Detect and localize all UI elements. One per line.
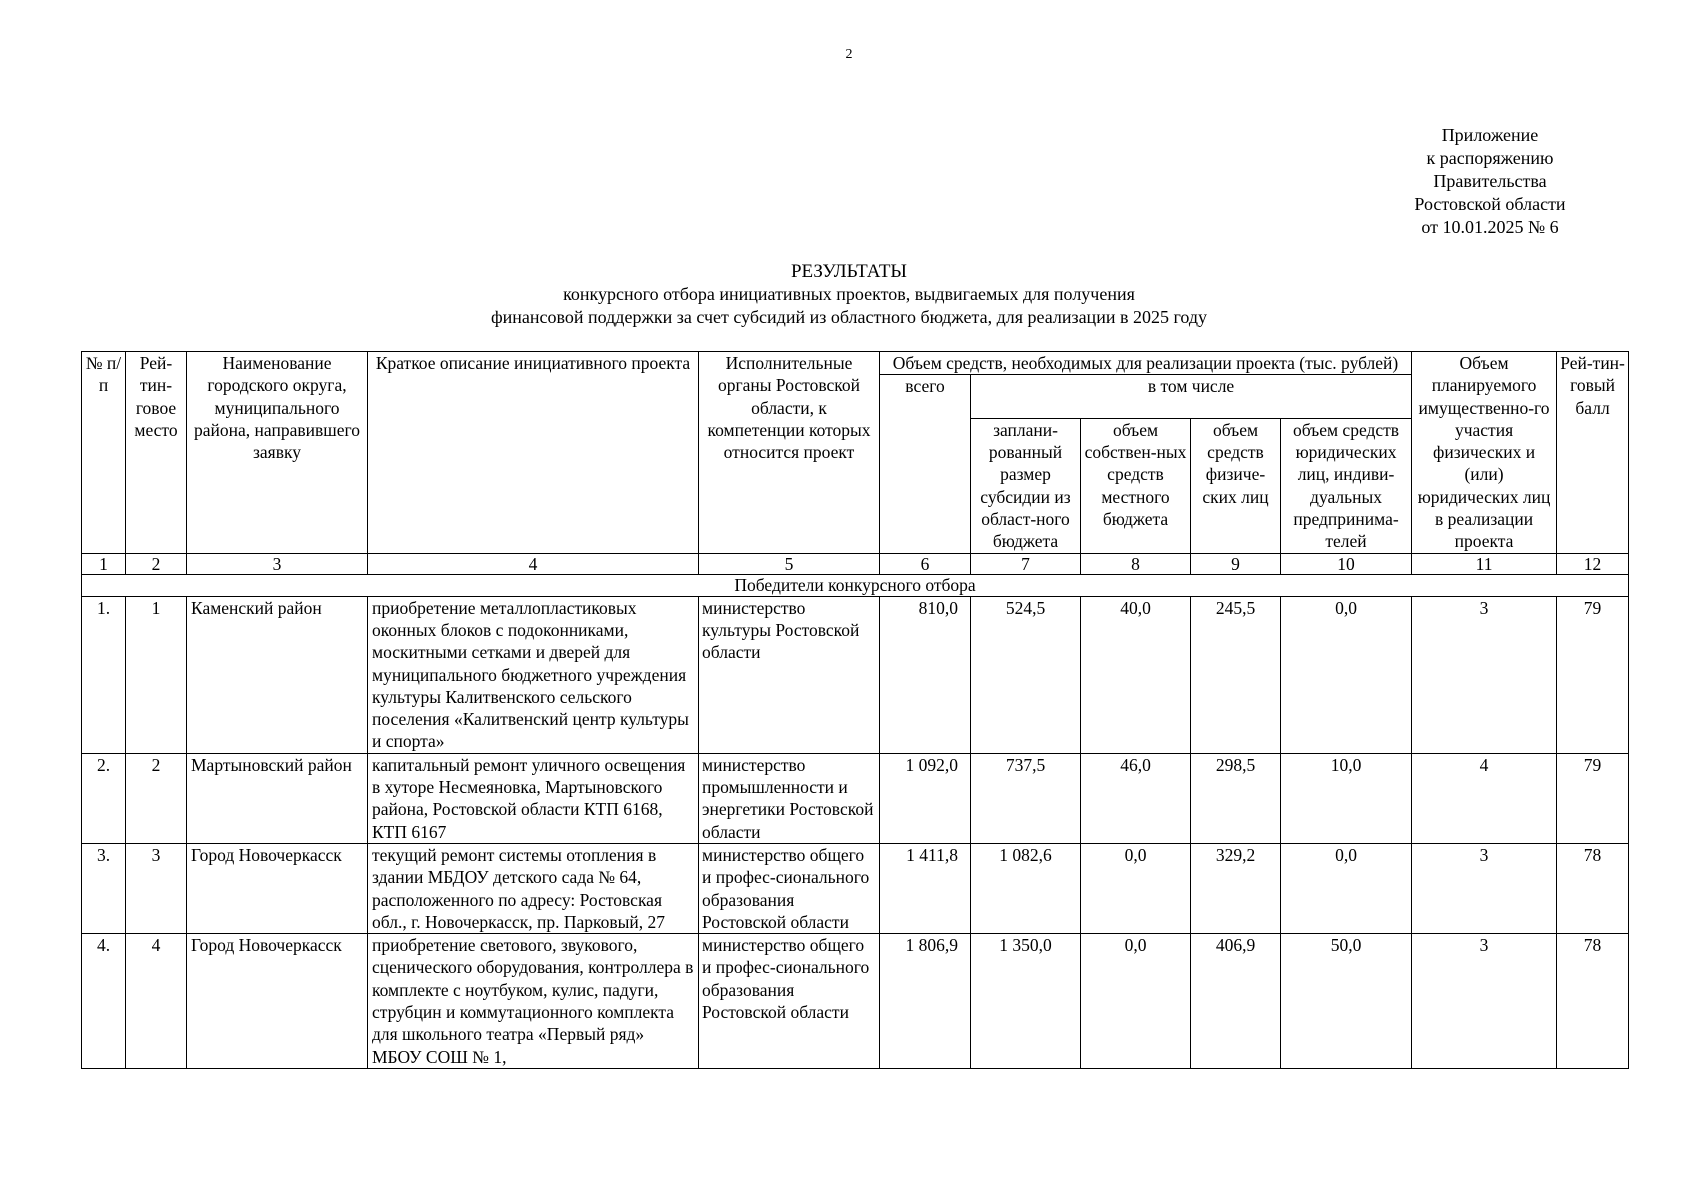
row-description: приобретение светового, звукового, сценического оборудования, контроллера в комплекте с ноутбуком, кулис, падуги, струбцин и коммутационного комплекта для школьного театра «Первый ряд» МБОУ СОШ № 1, (368, 934, 699, 1069)
row-property: 4 (1412, 753, 1557, 843)
section-row (82, 574, 1629, 596)
row-property: 3 (1412, 934, 1557, 1069)
header-individuals: объем средств физиче-ских лиц (1191, 418, 1281, 553)
row-individuals: 329,2 (1191, 843, 1281, 933)
table-row (82, 934, 1629, 1069)
row-local-budget: 40,0 (1081, 596, 1191, 753)
header-total: всего (880, 375, 971, 553)
column-number: 9 (1191, 553, 1281, 574)
title-main: РЕЗУЛЬТАТЫ (790, 261, 907, 282)
row-individuals: 245,5 (1191, 596, 1281, 753)
row-subsidy: 1 350,0 (971, 934, 1081, 1069)
row-score: 79 (1557, 596, 1629, 753)
row-total: 1 806,9 (880, 934, 971, 1069)
row-region: Мартыновский район (187, 753, 368, 843)
row-local-budget: 0,0 (1081, 934, 1191, 1069)
row-subsidy: 737,5 (971, 753, 1081, 843)
column-number: 5 (699, 553, 880, 574)
row-rank: 4 (126, 934, 187, 1069)
row-number: 3. (82, 843, 126, 933)
column-number: 1 (82, 553, 126, 574)
row-executor: министерство промышленности и энергетики Ростовской области (699, 753, 880, 843)
row-property: 3 (1412, 843, 1557, 933)
row-legal-entities: 0,0 (1281, 596, 1412, 753)
appendix-line: от 10.01.2025 № 6 (1421, 217, 1559, 237)
column-number: 8 (1081, 553, 1191, 574)
column-number: 2 (126, 553, 187, 574)
row-executor: министерство культуры Ростовской области (699, 596, 880, 753)
header-subsidy: заплани-рованный размер субсидии из област-ного бюджета (971, 418, 1081, 553)
column-number: 11 (1412, 553, 1557, 574)
header-row (82, 352, 1629, 375)
row-executor: министерство общего и профес-сионального образования Ростовской области (699, 843, 880, 933)
row-individuals: 298,5 (1191, 753, 1281, 843)
row-individuals: 406,9 (1191, 934, 1281, 1069)
row-subsidy: 1 082,6 (971, 843, 1081, 933)
row-legal-entities: 10,0 (1281, 753, 1412, 843)
row-description: текущий ремонт системы отопления в здании МБДОУ детского сада № 64, расположенного по адресу: Ростовская обл., г. Новочеркасск, пр. Парковый, 27 (368, 843, 699, 933)
header-legal-entities: объем средств юридических лиц, индиви-дуальных предпринима-телей (1281, 418, 1412, 553)
row-region: Город Новочеркасск (187, 843, 368, 933)
header-number: № п/п (82, 352, 126, 554)
row-property: 3 (1412, 596, 1557, 753)
row-region: Каменский район (187, 596, 368, 753)
appendix-line: Приложение (1441, 125, 1539, 145)
title-subtitle-line: конкурсного отбора инициативных проектов, выдвигаемых для получения (563, 284, 1135, 304)
column-number: 6 (880, 553, 971, 574)
column-number: 12 (1557, 553, 1629, 574)
row-score: 78 (1557, 934, 1629, 1069)
header-funds-group: Объем средств, необходимых для реализации проекта (тыс. рублей) (880, 352, 1412, 375)
row-total: 1 092,0 (880, 753, 971, 843)
header-rank-place: Рей-тин-говое место (126, 352, 187, 554)
appendix-line: к распоряжению (1426, 148, 1554, 168)
header-region: Наименование городского округа, муниципального района, направившего заявку (187, 352, 368, 554)
header-local-budget: объем собствен-ных средств местного бюджета (1081, 418, 1191, 553)
table-row (82, 843, 1629, 933)
column-number: 10 (1281, 553, 1412, 574)
row-local-budget: 0,0 (1081, 843, 1191, 933)
header-property: Объем планируемого имущественно-го участия физических и (или) юридических лиц в реализации проекта (1412, 352, 1557, 554)
row-score: 79 (1557, 753, 1629, 843)
row-executor: министерство общего и профес-сионального образования Ростовской области (699, 934, 880, 1069)
appendix-line: Правительства (1433, 171, 1547, 191)
row-total: 1 411,8 (880, 843, 971, 933)
header-including: в том числе (971, 375, 1412, 419)
results-table (81, 351, 1629, 1069)
document-title (0, 261, 1698, 329)
appendix-line: Ростовской области (1414, 194, 1566, 214)
row-description: приобретение металлопластиковых оконных блоков с подоконниками, москитными сетками и дверей для муниципального бюджетного учреждения культуры Калитвенского сельского поселения «Калитвенский центр культуры и спорта» (368, 596, 699, 753)
row-description: капитальный ремонт уличного освещения в хуторе Несмеяновка, Мартыновского района, Ростовской области КТП 6168, КТП 6167 (368, 753, 699, 843)
header-executor: Исполнительные органы Ростовской области, к компетенции которых относится проект (699, 352, 880, 554)
row-total: 810,0 (880, 596, 971, 753)
row-local-budget: 46,0 (1081, 753, 1191, 843)
row-number: 4. (82, 934, 126, 1069)
column-number: 3 (187, 553, 368, 574)
row-rank: 1 (126, 596, 187, 753)
row-number: 2. (82, 753, 126, 843)
table-row (82, 596, 1629, 753)
row-rank: 3 (126, 843, 187, 933)
table-row (82, 753, 1629, 843)
title-subtitle-line: финансовой поддержки за счет субсидий из областного бюджета, для реализации в 2025 году (490, 307, 1208, 327)
row-score: 78 (1557, 843, 1629, 933)
row-legal-entities: 50,0 (1281, 934, 1412, 1069)
row-number: 1. (82, 596, 126, 753)
header-description: Краткое описание инициативного проекта (368, 352, 699, 554)
row-legal-entities: 0,0 (1281, 843, 1412, 933)
column-number: 7 (971, 553, 1081, 574)
row-rank: 2 (126, 753, 187, 843)
section-title: Победители конкурсного отбора (82, 574, 1629, 596)
page-number: 2 (845, 47, 853, 62)
row-region: Город Новочеркасск (187, 934, 368, 1069)
appendix-note (1350, 124, 1630, 239)
column-number: 4 (368, 553, 699, 574)
column-number-row (82, 553, 1629, 574)
row-subsidy: 524,5 (971, 596, 1081, 753)
header-score: Рей-тин-говый балл (1557, 352, 1629, 554)
